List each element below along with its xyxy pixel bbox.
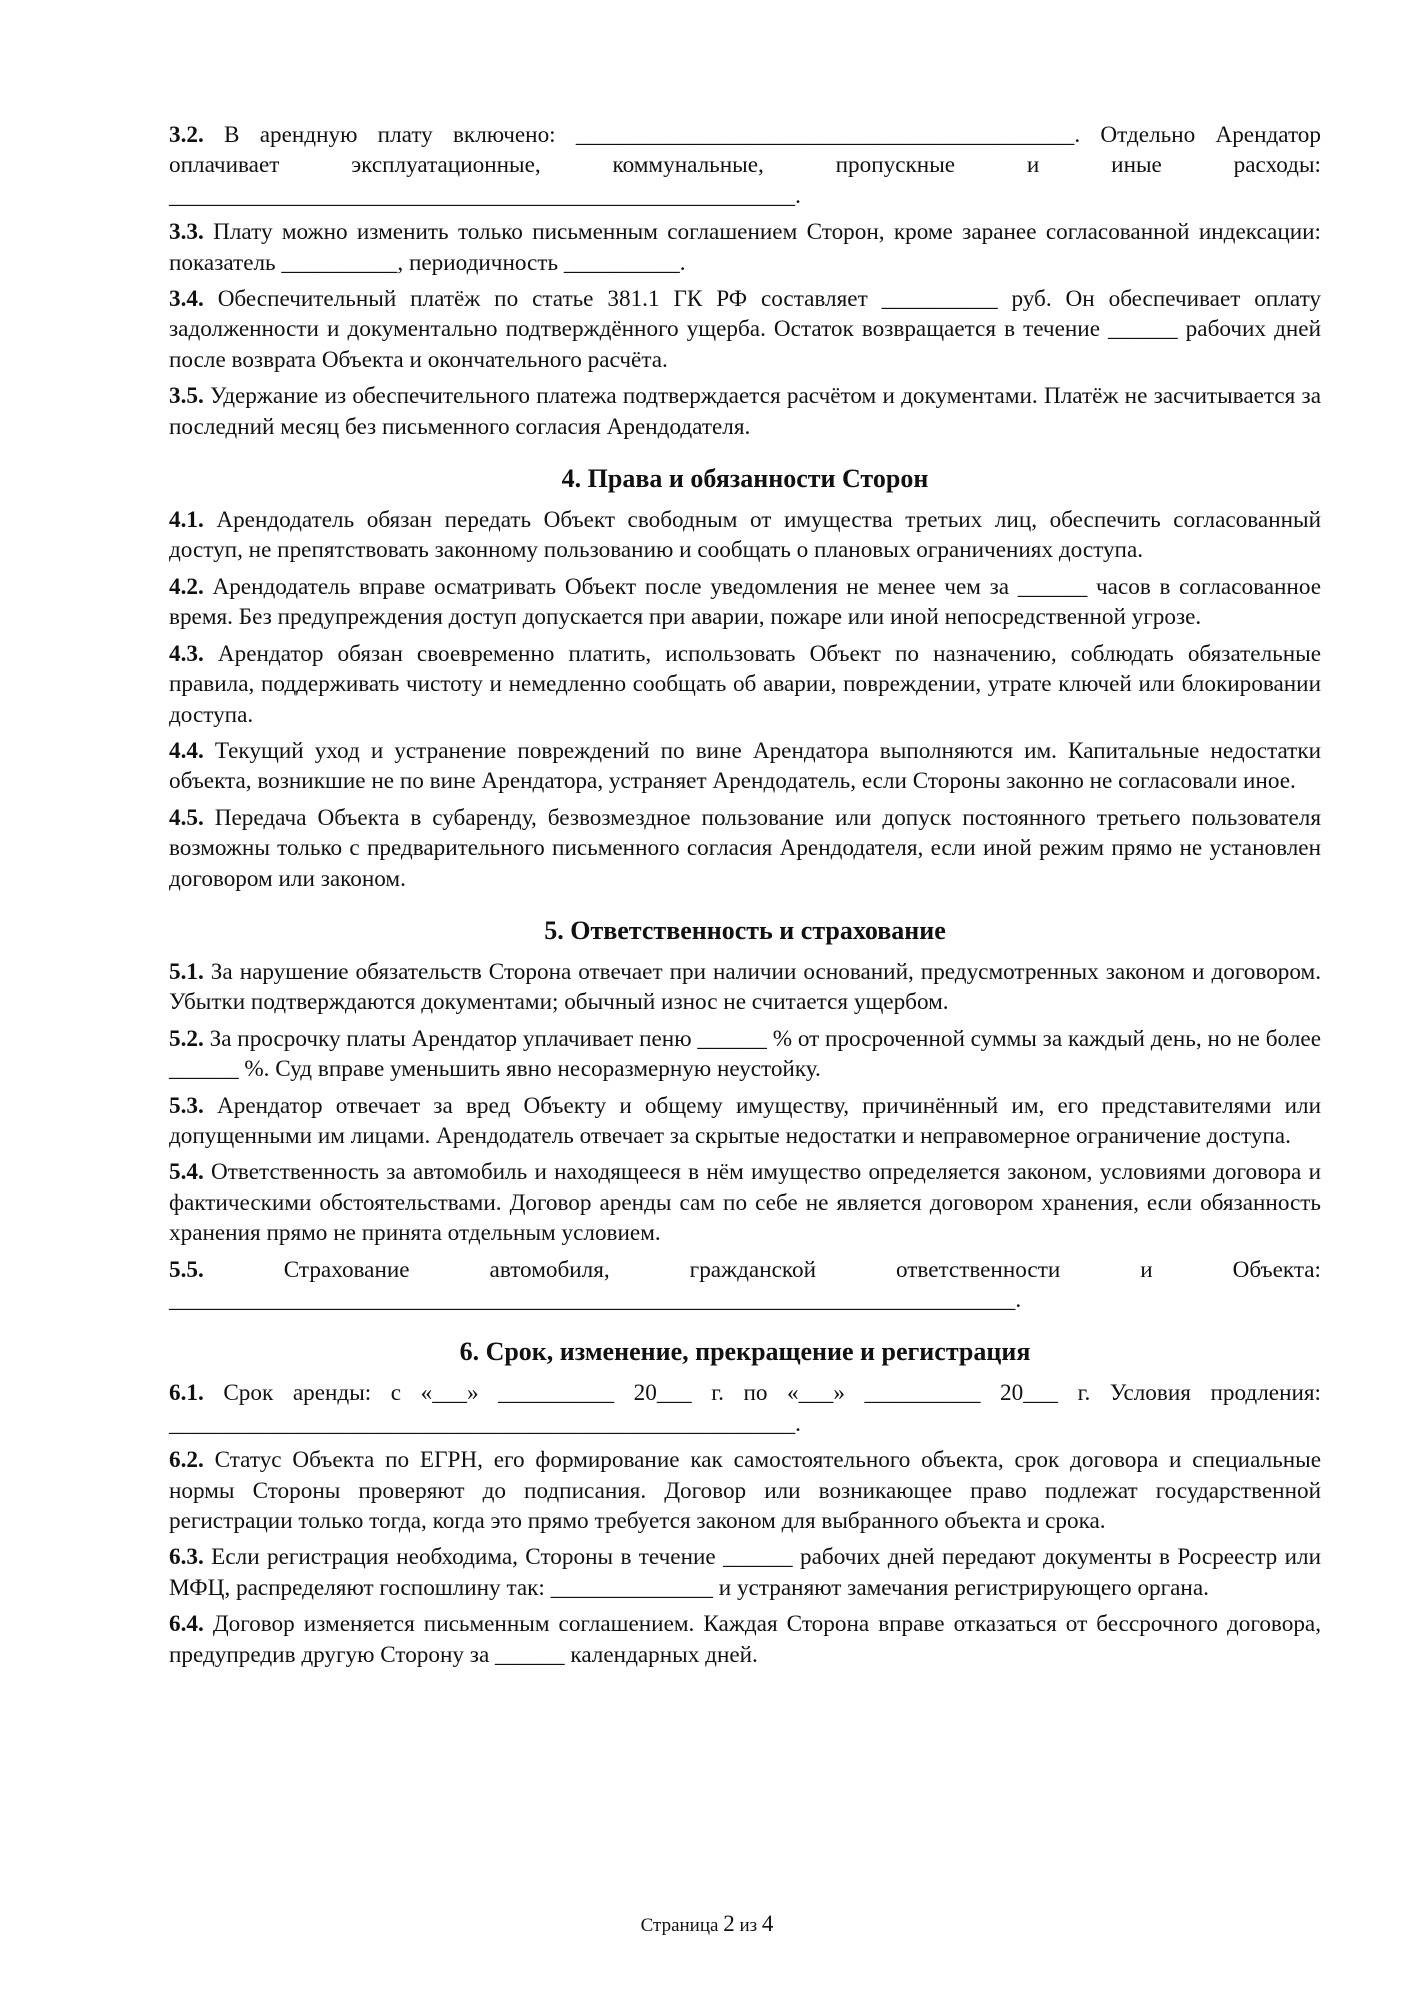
- clause-number: 6.2.: [169, 1447, 204, 1474]
- clause-3-4: [169, 284, 1321, 375]
- clause-4-4: [169, 736, 1321, 797]
- clause-text: Срок аренды: с «___» __________ 20___ г. по «___» __________ 20___ г. Условия продления: ______________________________________________________.: [169, 1380, 1321, 1437]
- clause-text: Если регистрация необходима, Стороны в течение ______ рабочих дней передают документы в Росреестр или МФЦ, распределяют госпошлину так: ______________ и устраняют замечания регистрирующего органа.: [169, 1544, 1322, 1601]
- clause-text: Текущий уход и устранение повреждений по вине Арендатора выполняются им. Капитальные недостатки объекта, возникшие не по вине Арендатора, устраняет Арендодатель, если Стороны законно не согласовали иное.: [169, 737, 1321, 795]
- clause-4-2: [169, 572, 1321, 633]
- clause-3-5: [169, 381, 1321, 442]
- clause-number: 4.4.: [169, 737, 204, 764]
- clause-number: 6.3.: [169, 1544, 204, 1571]
- clause-text: Арендатор обязан своевременно платить, использовать Объект по назначению, соблюдать обязательные правила, поддерживать чистоту и немедленно сообщать об аварии, повреждении, утрате ключей или блокировании доступа.: [169, 640, 1322, 728]
- clause-number: 5.5.: [169, 1256, 204, 1283]
- section-heading-6: 6. Срок, изменение, прекращение и регистрация: [459, 1337, 1031, 1367]
- page-total: 4: [761, 1911, 774, 1936]
- clause-5-4: [169, 1157, 1321, 1248]
- clause-text: Арендатор отвечает за вред Объекту и общему имуществу, причинённый им, его представителями или допущенными им лицами. Арендодатель отвечает за скрытые недостатки и неправомерное ограничение доступа.: [169, 1092, 1322, 1149]
- clause-text: Статус Объекта по ЕГРН, его формирование как самостоятельного объекта, срок договора и специальные нормы Стороны проверяют до подписания. Договор или возникающее право подлежат государственной регистрации только тогда, когда это прямо требуется законом для выбранного объекта и срока.: [169, 1447, 1322, 1535]
- clause-5-1: [169, 957, 1321, 1018]
- clause-number: 3.4.: [169, 286, 204, 313]
- clause-number: 4.1.: [169, 507, 204, 534]
- clause-text: Плату можно изменить только письменным соглашением Сторон, кроме заранее согласованной индексации: показатель __________, периодичность __________.: [169, 219, 1321, 276]
- clause-5-5: [169, 1255, 1321, 1316]
- clause-number: 5.1.: [169, 958, 204, 985]
- clause-text: Ответственность за автомобиль и находящееся в нём имущество определяется законом, условиями договора и фактическими обстоятельствами. Договор аренды сам по себе не является договором хранения, если обязанность хранения прямо не принята отдельным условием.: [169, 1159, 1321, 1247]
- clause-number: 5.4.: [169, 1159, 204, 1186]
- clause-6-2: [169, 1445, 1321, 1536]
- clause-number: 4.5.: [169, 804, 204, 831]
- clause-text: Арендодатель вправе осматривать Объект после уведомления не менее чем за ______ часов в согласованное время. Без предупреждения доступ допускается при аварии, пожаре или иной непосредственной угрозе.: [169, 573, 1322, 631]
- clause-number: 3.3.: [169, 219, 204, 246]
- page-of: из: [739, 1915, 758, 1936]
- clause-text: За нарушение обязательств Сторона отвечает при наличии оснований, предусмотренных законом и договором. Убытки подтверждаются документами; обычный износ не считается ущербом.: [169, 958, 1322, 1016]
- clause-number: 6.4.: [169, 1611, 204, 1638]
- clause-number: 3.2.: [169, 122, 204, 148]
- clause-text: В арендную плату включено: ___________________________________________. Отдельно Арендатор оплачивает эксплуатационные, коммунальные, пропускные и иные расходы: ______________________________________________________.: [169, 122, 1321, 209]
- clause-5-2: [169, 1024, 1321, 1085]
- page-label: Страница: [640, 1915, 719, 1936]
- page-current: 2: [723, 1911, 735, 1936]
- clause-number: 6.1.: [169, 1380, 204, 1407]
- clause-text: Арендодатель обязан передать Объект свободным от имущества третьих лиц, обеспечить согласованный доступ, не препятствовать законному пользованию и сообщать о плановых ограничениях доступа.: [169, 507, 1321, 564]
- clause-number: 3.5.: [169, 383, 204, 410]
- clause-3-3: [169, 217, 1321, 278]
- clause-text: За просрочку платы Арендатор уплачивает пеню ______ % от просроченной суммы за каждый день, но не более ______ %. Суд вправе уменьшить явно несоразмерную неустойку.: [169, 1025, 1322, 1083]
- clause-number: 5.3.: [169, 1092, 204, 1119]
- clause-3-2: [169, 120, 1321, 211]
- section-heading-5: 5. Ответственность и страхование: [544, 915, 946, 945]
- clause-number: 5.2.: [169, 1025, 204, 1052]
- clause-text: Обеспечительный платёж по статье 381.1 ГК РФ составляет __________ руб. Он обеспечивает оплату задолженности и документально подтверждённого ущерба. Остаток возвращается в течение ______ рабочих дней после возврата Объекта и окончательного расчёта.: [169, 286, 1321, 373]
- clause-6-1: [169, 1378, 1321, 1439]
- clause-number: 4.2.: [169, 573, 204, 600]
- clause-4-5: [169, 803, 1321, 894]
- document-body: [169, 120, 1321, 1676]
- section-heading-4: 4. Права и обязанности Сторон: [561, 464, 929, 494]
- clause-6-4: [169, 1609, 1321, 1670]
- clause-5-3: [169, 1091, 1321, 1152]
- clause-text: Договор изменяется письменным соглашением. Каждая Сторона вправе отказаться от бессрочного договора, предупредив другую Сторону за ______ календарных дней.: [169, 1611, 1321, 1668]
- clause-6-3: [169, 1542, 1321, 1603]
- clause-4-3: [169, 639, 1321, 730]
- clause-text: Удержание из обеспечительного платежа подтверждается расчётом и документами. Платёж не засчитывается за последний месяц без письменного согласия Арендодателя.: [169, 383, 1321, 440]
- clause-4-1: [169, 505, 1321, 566]
- clause-text: Передача Объекта в субаренду, безвозмездное пользование или допуск постоянного третьего пользователя возможны только с предварительного письменного согласия Арендодателя, если иной режим прямо не установлен договором или законом.: [169, 804, 1321, 892]
- clause-text: Страхование автомобиля, гражданской ответственности и Объекта: _________________________________________________________________________.: [169, 1256, 1321, 1313]
- page-footer: [0, 1910, 1414, 1940]
- clause-number: 4.3.: [169, 640, 204, 667]
